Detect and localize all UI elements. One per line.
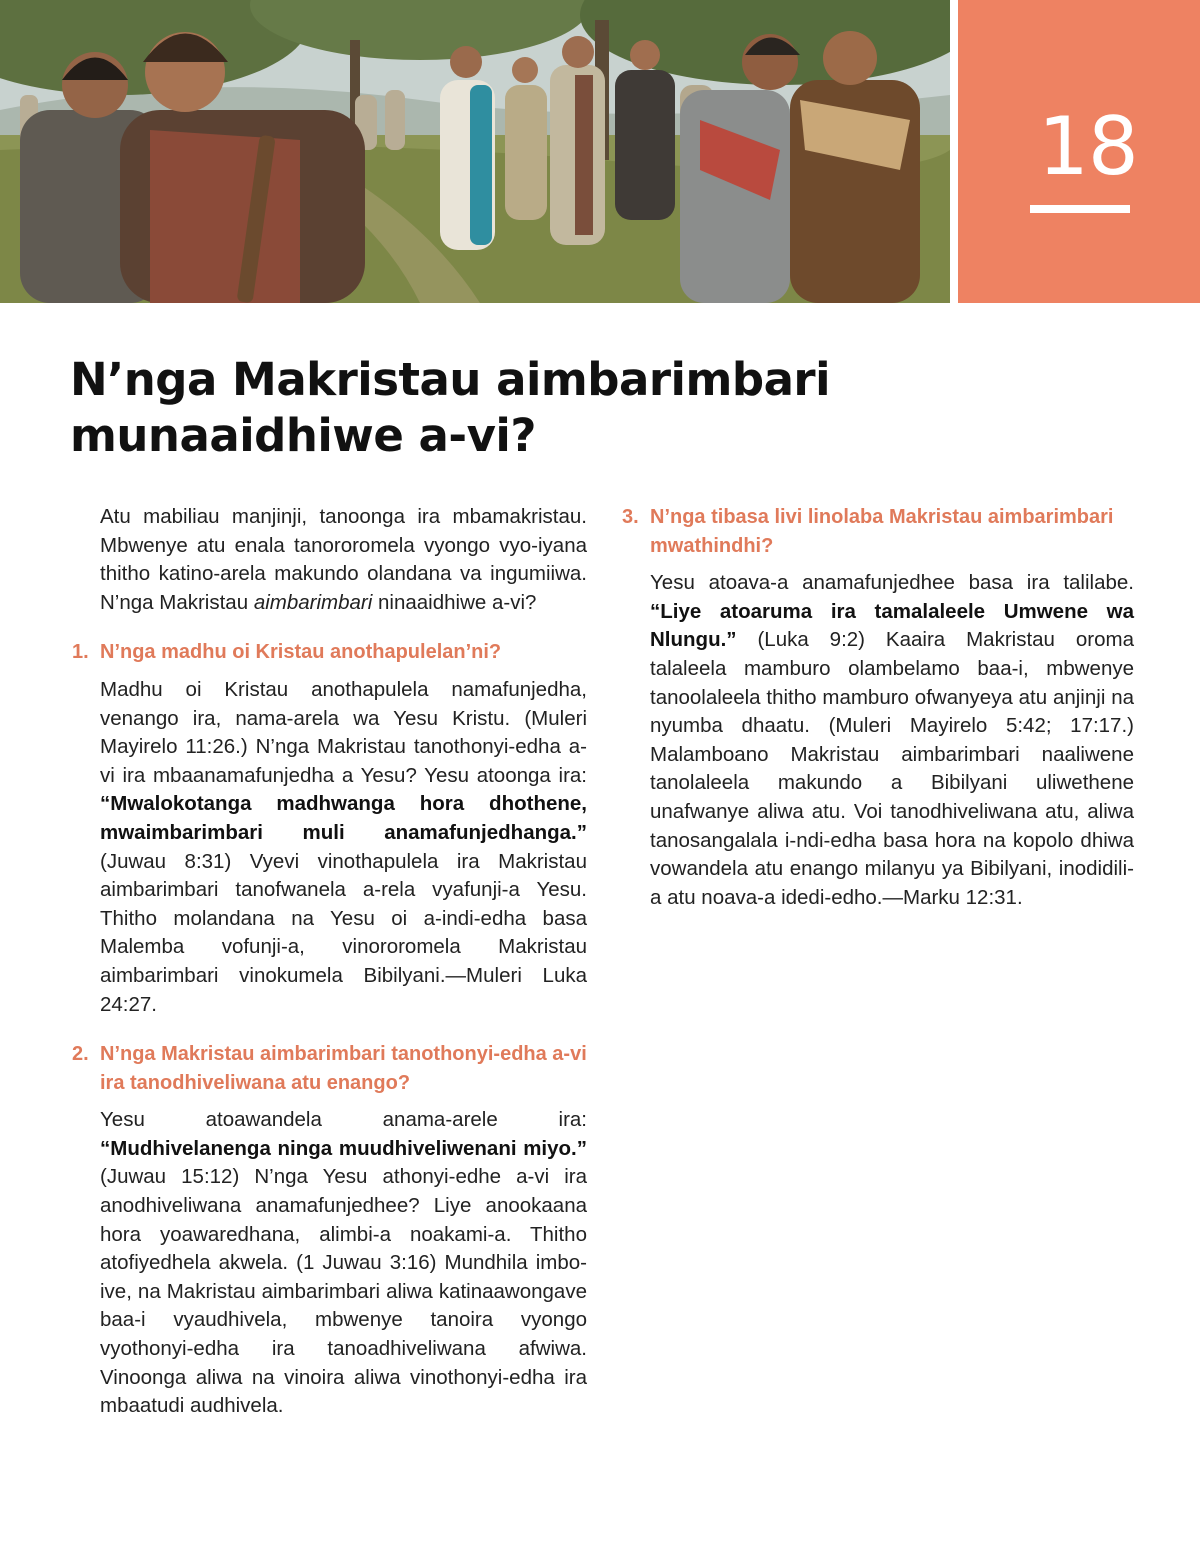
answer-1-paragraph bbox=[100, 676, 587, 1019]
hero-illustration bbox=[0, 0, 950, 303]
intro-paragraph bbox=[100, 503, 587, 617]
answer-2-text-2: (Juwau 15:12) N’nga Yesu athonyi-edhe a-vi ira anodhiveliwana anamafunjedhee? Liye anookaana hora yoawaredhana, alimbi-a noakami-a. Thitho atofiyedhela akwela. (1 Juwau 3:16) Mundhila imbo-ive, na Makristau aimbarimbari aliwa katinaawongave baa-i vyaudhivela, mbwenye tanoira vyongo vyothonyi-edha ira tanoadhiveliwana afwiwa. Vinoonga aliwa na vinoira aliwa vinothonyi-edha ira mbaatudi audhivela. bbox=[100, 1165, 587, 1418]
intro-text-2: ninaaidhiwe a-vi? bbox=[372, 590, 537, 614]
question-2-text: N’nga Makristau aimbarimbari tanothonyi-edha a-vi ira tanodhiveliwana atu enango? bbox=[100, 1043, 587, 1094]
answer-3-paragraph bbox=[650, 569, 1134, 912]
page-title bbox=[70, 352, 870, 464]
question-1-text: N’nga madhu oi Kristau anothapulelan’ni? bbox=[100, 641, 502, 664]
hero-scene-image bbox=[0, 0, 950, 303]
answer-3-quote: “Liye atoaruma ira tamalaleele Umwene wa Nlungu.” bbox=[650, 599, 1134, 652]
answer-2-paragraph bbox=[100, 1106, 587, 1421]
question-2-number: 2. bbox=[72, 1043, 89, 1066]
lesson-number: 18 bbox=[1038, 100, 1138, 193]
page-title-line-2: munaaidhiwe a-vi? bbox=[70, 409, 536, 462]
answer-1-quote: “Mwalokotanga madhwanga hora dhothene, mwaimbarimbari muli anamafunjedhanga.” bbox=[100, 792, 587, 844]
question-3-number: 3. bbox=[622, 506, 639, 528]
answer-1-text-2: (Juwau 8:31) Vyevi vinothapulela ira Makristau aimbarimbari tanofwanela a-rela vyafunji-a Yesu. Thitho molandana na Yesu oi a-indi-edha basa Malemba vofunji-a, vinororomela Makristau aimbarimbari vinokumela Bibilyani.—Muleri Luka 24:27. bbox=[100, 849, 587, 1016]
question-3-text: N’nga tibasa livi linolaba Makristau aimbarimbari mwathindhi? bbox=[650, 506, 1114, 557]
intro-emphasis: aimbarimbari bbox=[253, 590, 373, 614]
right-column bbox=[622, 503, 1134, 912]
question-3 bbox=[622, 503, 1134, 560]
answer-2-quote: “Mudhivelanenga ninga muudhiveliwenani miyo.” bbox=[100, 1136, 587, 1160]
question-1 bbox=[72, 638, 587, 667]
answer-3-text-1: Yesu atoava-a anamafunjedhee basa ira talilabe. bbox=[650, 571, 1134, 595]
answer-3-text-2: (Luka 9:2) Kaaira Makristau oroma talaleela mamburo olambelamo baa-i, mbwenye tanoolaleela thitho mamburo ofwanyeya atu anjinji na nyumba dhaatu. (Muleri Mayirelo 5:42; 17:17.) Malamboano Makristau aimbarimbari naaliwene tanolaleela makundo a Bibilyani uliwethene unafwanye aliwa atu. Voi tanodhiveliwana atu, aliwa tanosangalala i-ndi-edha basa hora na kopolo dhiwa vowandela atu enango milanyu ya Bibilyani, inodidili-a atu noava-a idedi-edho.—Marku 12:31. bbox=[650, 628, 1134, 909]
page-title-line-1: N’nga Makristau aimbarimbari bbox=[70, 353, 831, 406]
intro-text-1: Atu mabiliau manjinji, tanoonga ira mbamakristau. Mbwenye atu enala tanororomela vyongo vyo-iyana thitho katino-arela makundo olandana va ingumiiwa. N’nga Makristau bbox=[100, 505, 587, 614]
question-1-number: 1. bbox=[72, 641, 89, 664]
lesson-badge bbox=[958, 0, 1200, 303]
left-column bbox=[72, 503, 587, 1421]
answer-1-text-1: Madhu oi Kristau anothapulela namafunjedha, venango ira, nama-arela wa Yesu Kristu. (Muleri Mayirelo 11:26.) N’nga Makristau tanothonyi-edha a-vi ira mbaanamafunjedha a Yesu? Yesu atoonga ira: bbox=[100, 677, 587, 787]
lesson-underline bbox=[1030, 205, 1130, 213]
question-2 bbox=[72, 1040, 587, 1097]
answer-2-text-1: Yesu atoawandela anama-arele ira: bbox=[100, 1108, 587, 1132]
